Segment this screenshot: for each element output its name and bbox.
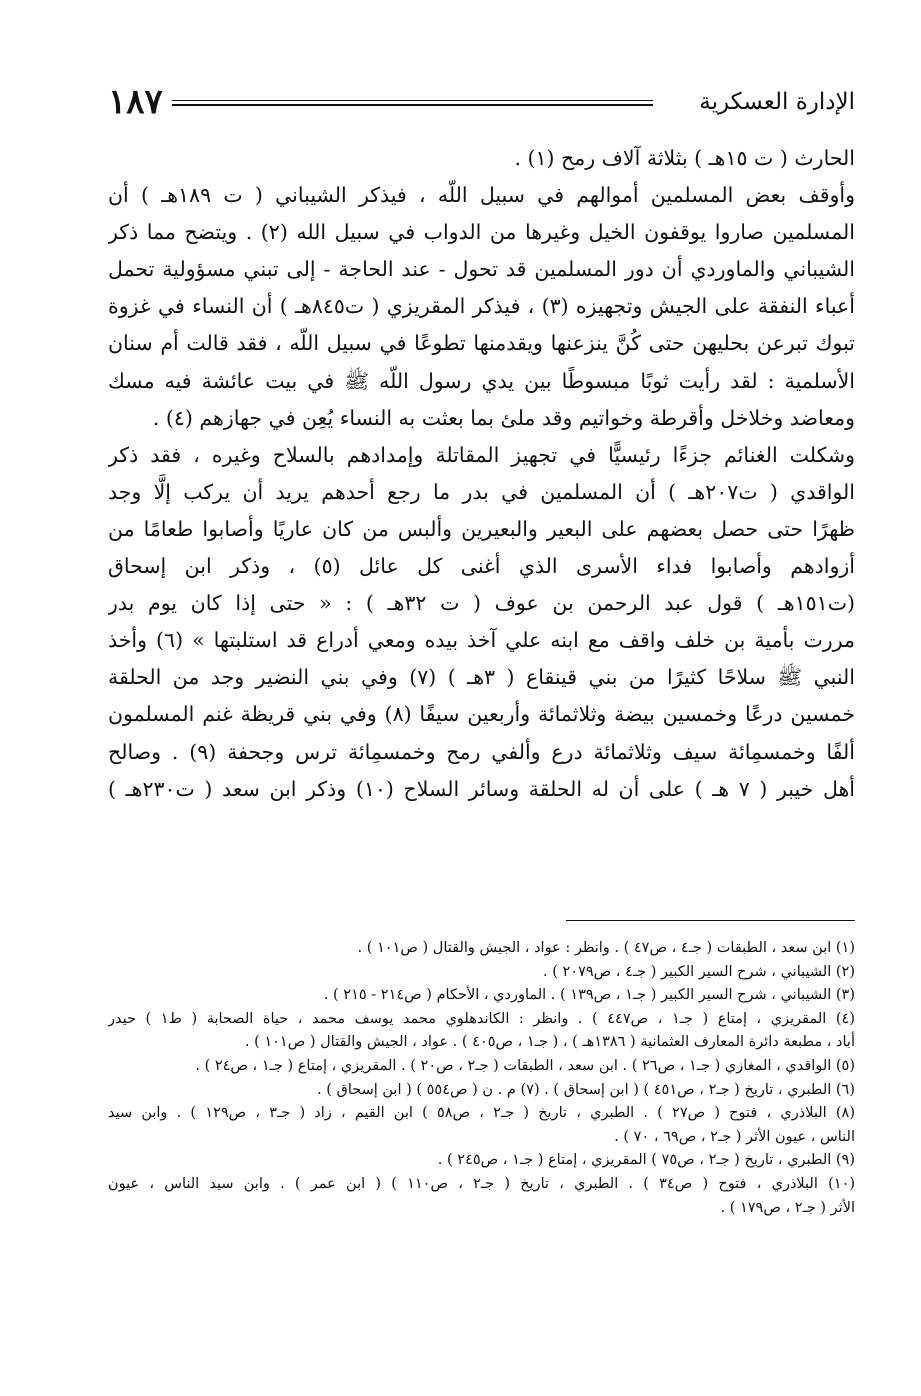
page-number: ١٨٧ [108, 82, 163, 122]
footnote-line: (٨) البلاذري ، فتوح ( ص٢٧ ) . الطبري ، تاريخ ( جـ٢ ، ص٥٨ ) ابن القيم ، زاد ( جـ٣ ، ص١٢٩ ) . وابن سيد [108, 1105, 855, 1122]
footnote-line: (١) ابن سعد ، الطبقات ( جـ٤ ، ص٤٧ ) . وانظر : عواد ، الجيش والقتال ( ص١٠١ ) . [357, 940, 855, 956]
text-line: ألفًا وخمسمِائة سيف وثلاثمائة درع وألفي رمح وخمسمِائة ترس وجحفة (٩) . وصالح [108, 739, 855, 764]
footnotes [108, 937, 855, 1220]
text-line: أهل خيبر ( ٧ هـ ) على أن له الحلقة وسائر السلاح (١٠) وذكر ابن سعد ( ت٢٣٠هـ ) [108, 776, 855, 801]
text-line: المسلمين صاروا يوقفون الخيل وغيرها من الدواب في سبيل الله (٢) . ويتضح مما ذكر [108, 220, 855, 245]
running-title: الإدارة العسكرية [699, 89, 855, 115]
text-line: مررت بأمية بن خلف واقف مع ابنه علي آخذ بيده ومعي أدراع قد استلبتها » (٦) وأخذ [108, 628, 855, 653]
text-line: ومعاضد وخلاخل وأقرطة وخواتيم وقد ملئ بما بعثت به النساء يُعِن في جهازهم (٤) . [152, 405, 855, 430]
text-line: وشكلت الغنائم جزءًا رئيسيًّا في تجهيز المقاتلة وإمدادهم بالسلاح وغيره ، فقد ذكر [108, 442, 855, 467]
footnote-separator [566, 920, 855, 921]
text-line: النبي ﷺ سلاحًا كثيرًا من بني قينقاع ( ٣هـ ) (٧) وفي بني النضير وجد من الحلقة [108, 665, 855, 690]
footnote-line: (١٠) البلاذري ، فتوح ( ص٣٤ ) . الطبري ، تاريخ ( جـ٢ ، ص١١٠ ) ( ابن عمر ) . وابن سيد الناس ، عيون [108, 1175, 855, 1192]
footnote-line: (٢) الشيباني ، شرح السير الكبير ( جـ٤ ، ص٢٠٧٩ ) . [543, 963, 855, 980]
page-header [108, 82, 855, 122]
text-line: أزوادهم وأصابوا فداء الأسرى الذي أغنى كل عائل (٥) ، وذكر ابن إسحاق [108, 554, 855, 579]
text-line: الحارث ( ت ١٥هـ ) بثلاثة آلاف رمح (١) . [514, 146, 855, 170]
header-rule [172, 100, 653, 101]
text-line: أعباء النفقة على الجيش وتجهيزه (٣) ، فيذكر المقريزي ( ت٨٤٥هـ ) أن النساء في غزوة [108, 294, 855, 319]
text-line: تبوك تبرعن بحليهن حتى كُنَّ ينزعنها ويقدمنها تطوعًا في سبيل اللّه ، فقد قالت أم سنان [108, 331, 855, 356]
main-text [108, 140, 855, 808]
footnote-line: الأثر ( جـ٢ ، ص١٧٩ ) . [720, 1199, 855, 1216]
text-line: خمسين درعًا وخمسين بيضة وثلاثمائة وأربعين سيفًا (٨) وفي بني قريظة غنم المسلمون [108, 702, 855, 727]
footnote-line: (٣) الشيباني ، شرح السير الكبير ( جـ١ ، ص١٣٩ ) . الماوردي ، الأحكام ( ص٢١٤ - ٢١٥ ) . [323, 987, 855, 1004]
footnote-line: (٦) الطبري ، تاريخ ( جـ٢ ، ص٤٥١ ) ( ابن إسحاق ) . (٧) م . ن ( ص٥٥٤ ) ( ابن إسحاق ) . [317, 1081, 855, 1098]
header-rule-thick [172, 104, 653, 106]
footnote-line: (٥) الواقدي ، المغازي ( جـ١ ، ص٢٦ ) . ابن سعد ، الطبقات ( جـ٢ ، ص٢٠ ) . المقريزي ، إمتاع ( جـ١ ، ص٢٤ ) . [195, 1057, 855, 1074]
footnote-line: الناس ، عيون الأثر ( جـ٢ ، ص٦٩ ، ٧٠ ) . [614, 1128, 855, 1145]
footnote-line: أباد ، مطبعة دائرة المعارف العثمانية ( ١٣٨٦هـ ) ، ( جـ١ ، ص٤٠٥ ) . عواد ، الجيش والقتال ( ص١٠١ ) . [244, 1034, 855, 1051]
text-line: الشيباني والماوردي أن دور المسلمين قد تحول - عند الحاجة - إلى تبني مسؤولية تحمل [108, 257, 855, 282]
footnote-line: (٤) المقريزي ، إمتاع ( جـ١ ، ص٤٤٧ ) . وانظر : الكاندهلوي محمد يوسف محمد ، حياة الصحابة ( ط١ ) حيدر [108, 1010, 855, 1027]
text-line: (ت١٥١هـ ) قول عبد الرحمن بن عوف ( ت ٣٢هـ ) : « حتى إذا كان يوم بدر [108, 591, 855, 616]
text-line: وأوقف بعض المسلمين أموالهم في سبيل اللّه ، فيذكر الشيباني ( ت ١٨٩هـ ) أن [108, 183, 855, 208]
text-line: ظهرًا حتى حصل بعضهم على البعير والبعيرين وألبس من كان عاريًا وأصابوا طعامًا من [108, 516, 855, 541]
footnote-line: (٩) الطبري ، تاريخ ( جـ٢ ، ص٧٥ ) المقريزي ، إمتاع ( جـ١ ، ص٢٤٥ ) . [437, 1152, 855, 1169]
text-line: الواقدي ( ت٢٠٧هـ ) أن المسلمين في بدر ما رجع أحدهم يريد أن يركب إلَّا وجد [108, 479, 855, 504]
text-line: الأسلمية : لقد رأيت ثوبًا مبسوطًا بين يدي رسول اللّه ﷺ في بيت عائشة فيه مسك [108, 368, 855, 393]
